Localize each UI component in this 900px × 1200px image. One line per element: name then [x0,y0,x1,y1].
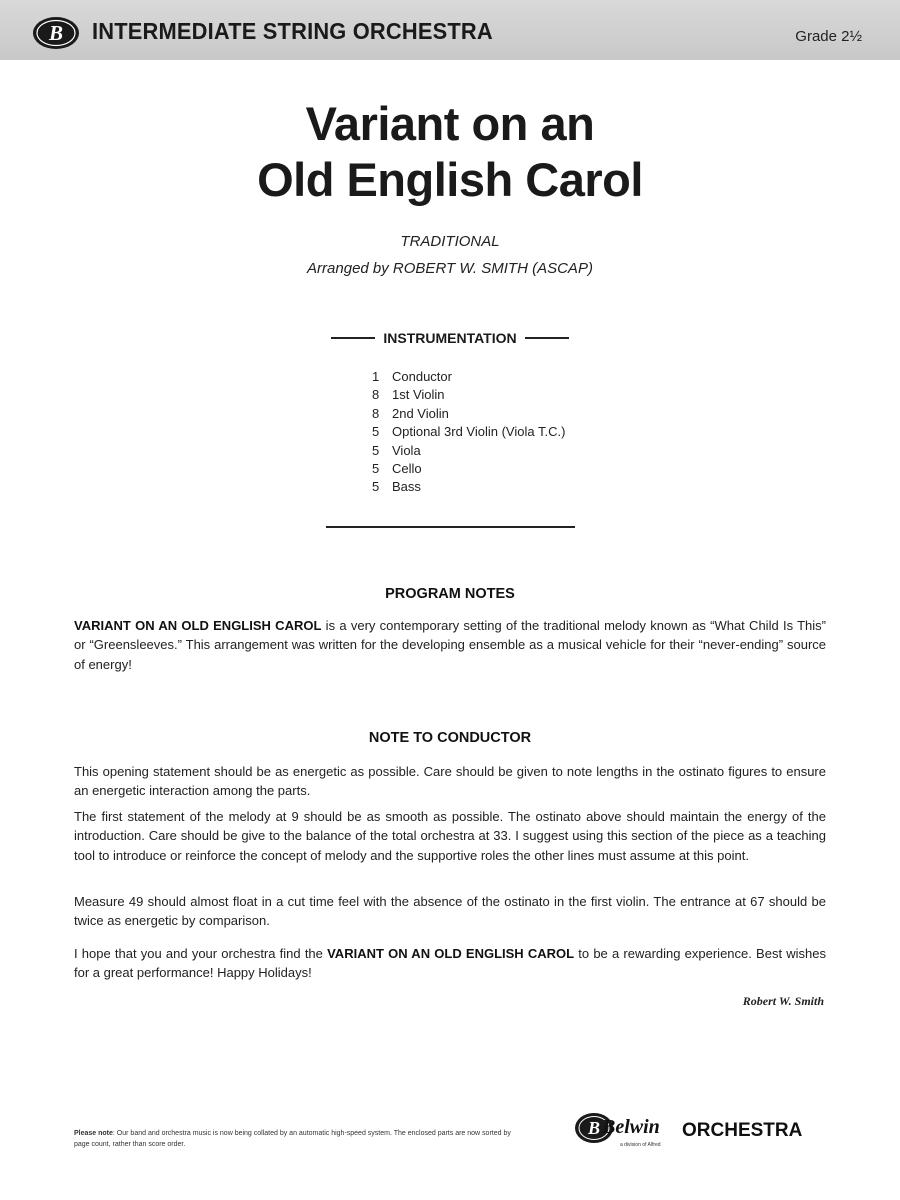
signature: Robert W. Smith [742,994,824,1008]
publisher-logo [570,1108,830,1154]
credits [0,228,900,282]
traditional-credit: TRADITIONAL [400,233,500,250]
heading-rule-left [331,337,375,339]
instrument-name: Optional 3rd Violin (Viola T.C.) [392,424,566,440]
conductor-paragraph-4 [74,944,826,983]
instrumentation-heading [0,330,900,346]
instrument-name: 1st Violin [392,387,445,403]
note-text: : Our band and orchestra music is now being collated by an automatic high-speed system. The enclosed parts are now sorted by page count, rather than score order. [74,1130,511,1148]
instrumentation-heading-text: INSTRUMENTATION [383,330,517,346]
instrument-name: Viola [392,442,421,458]
list-item [372,405,565,423]
instrument-qty: 5 [372,442,380,458]
list-item [372,478,565,496]
svg-text:B: B [48,21,64,45]
instrument-qty: 8 [372,405,380,421]
closing-text-end: to be a rewarding experience. Best wishes for a great performance! Happy Holidays! [74,946,826,981]
program-notes-body: is a very contemporary setting of the traditional melody known as “What Child Is This” or “Greensleeves.” This arrangement was written for the developing ensemble as a musical vehicle for their “never-ending” source of energy! [74,618,826,672]
svg-text:B: B [587,1118,601,1138]
instrument-qty: 5 [372,479,380,495]
instrument-qty: 8 [372,387,380,403]
publisher-sub: a division of Alfred [620,1142,661,1148]
program-notes-heading: PROGRAM NOTES [385,586,515,602]
instrument-qty: 5 [372,424,380,440]
instrument-name: 2nd Violin [392,405,449,421]
instrumentation-list [372,368,565,497]
page-title [0,96,900,208]
conductor-paragraph-3: Measure 49 should almost float in a cut time feel with the absence of the ostinato in the first violin. The entrance at 67 should be twice as energetic by comparison. [74,894,826,929]
title-line-1: Variant on an [305,97,595,150]
arranger-credit: Arranged by ROBERT W. SMITH (ASCAP) [307,260,593,277]
note-label: Please note [74,1130,113,1137]
list-item [372,386,565,404]
note-to-conductor-heading: NOTE TO CONDUCTOR [368,730,532,746]
heading-rule-right [525,337,569,339]
program-notes-bold-lead: VARIANT ON AN OLD ENGLISH CAROL [74,618,322,633]
closing-bold-title: VARIANT ON AN OLD ENGLISH CAROL [327,946,575,961]
list-item [372,368,565,386]
program-notes-text [74,616,826,674]
list-item [372,460,565,478]
instrument-name: Bass [392,479,421,495]
grade-label: Grade 2½ [795,28,862,45]
instrument-name: Cello [392,460,422,476]
instrumentation-divider [326,526,575,528]
publisher-division: ORCHESTRA [682,1120,803,1141]
list-item [372,423,565,441]
instrument-name: Conductor [392,369,452,384]
publisher-name: Belwin [602,1116,660,1138]
conductor-paragraph-1: This opening statement should be as energetic as possible. Care should be given to note lengths in the ostinato figures to ensure an energetic interaction among the parts. [74,764,826,799]
conductor-paragraph-2: The first statement of the melody at 9 should be as smooth as possible. The ostinato above should maintain the energy of the introduction. Care should be give to the balance of the total orchestra at 33. I suggest using this section of the piece as a teaching tool to introduce or reinforce the concept of melody and the supportive roles the other lines must assume at this point. [74,809,826,863]
series-title: INTERMEDIATE STRING ORCHESTRA [92,18,493,44]
title-line-2: Old English Carol [257,153,643,206]
instrument-qty: 1 [372,369,380,384]
list-item [372,442,565,460]
closing-text-start: I hope that you and your orchestra find the [74,946,328,961]
belwin-b-logo-icon [32,16,80,50]
instrument-qty: 5 [372,460,380,476]
collation-note [74,1128,514,1150]
